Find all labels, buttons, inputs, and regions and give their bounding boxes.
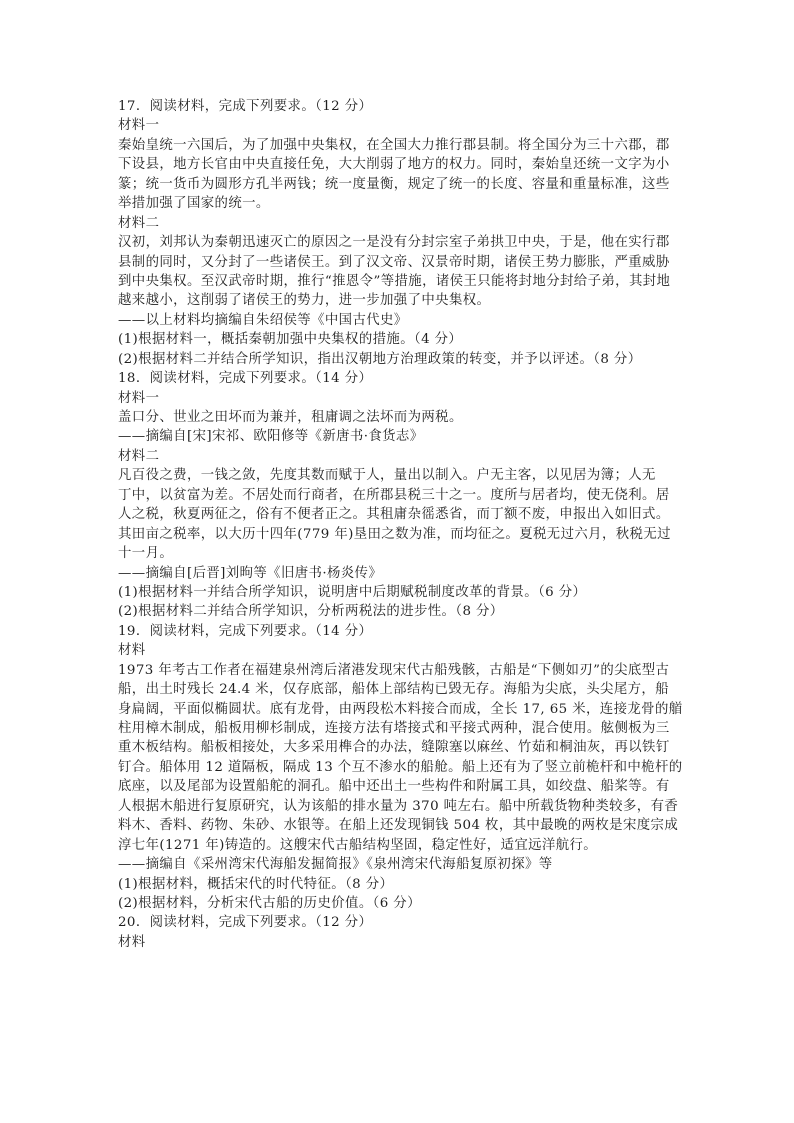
text-line: 材料一 — [118, 390, 160, 406]
text-line: 底座，以及尾部为设置船舵的洞孔。船中还出土一些构件和附属工具，如绞盘、船桨等。有 — [118, 779, 670, 795]
text-line: 材料一 — [118, 118, 160, 134]
text-line: 材料二 — [118, 448, 160, 464]
text-line: 料木、香料、药物、朱砂、水银等。在船上还发现铜钱 504 枚，其中最晚的两枚是宋度宗成 — [118, 818, 679, 834]
text-line: 丁中，以贫富为差。不居处而行商者，在所郡县税三十之一。度所与居者均，使无侥利。居 — [118, 487, 670, 503]
text-line: 17．阅读材料，完成下列要求。（12 分） — [118, 99, 373, 114]
text-line: 越来越小，这削弱了诸侯王的势力，进一步加强了中央集权。 — [118, 293, 491, 309]
text-line: 20．阅读材料，完成下列要求。（12 分） — [118, 915, 373, 931]
text-line: 材料 — [118, 934, 146, 950]
text-line: 凡百役之费，一钱之敛，先度其数而赋于人，量出以制入。户无主客，以见居为簿；人无 — [118, 468, 656, 484]
text-line: 到中央集权。至汉武帝时期，推行“推恩令”等措施，诸侯王只能将封地分封给子弟，其封地 — [118, 273, 671, 289]
text-line: (2)根据材料，分析宋代古船的历史价值。（6 分） — [118, 895, 421, 911]
text-line: (1)根据材料一，概括秦朝加强中央集权的措施。（4 分） — [118, 332, 463, 348]
text-line: 其田亩之税率，以大历十四年(779 年)垦田之数为准，而均征之。夏税无过六月，秋税无过 — [118, 526, 671, 542]
text-line: 1973 年考古工作者在福建泉州湾后渚港发现宋代古船残骸，古船是“下侧如刃”的尖底型古 — [118, 662, 670, 678]
text-line: 船，出土时残长 24.4 米，仅存底部，船体上部结构已毁无存。海船为尖底，头尖尾方，船 — [118, 682, 669, 698]
text-line: 19．阅读材料，完成下列要求。（14 分） — [118, 623, 373, 639]
text-line: 十一月。 — [118, 546, 174, 562]
text-line: ——摘编自[后晋]刘昫等《旧唐书·杨炎传》 — [118, 565, 383, 581]
text-line: ——以上材料均摘编自朱绍侯等《中国古代史》 — [118, 312, 408, 328]
text-line: ——摘编自《采州湾宋代海船发掘简报》《泉州湾宋代海船复原初探》等 — [118, 857, 553, 873]
text-line: 淳七年(1271 年)铸造的。这艘宋代古船结构坚固，稳定性好，适宜远洋航行。 — [118, 837, 598, 853]
text-line: 汉初，刘邦认为秦朝迅速灭亡的原因之一是没有分封宗室子弟拱卫中央，于是，他在实行郡 — [118, 235, 670, 251]
text-line: 柱用樟木制成，船板用柳杉制成，连接方法有塔接式和平接式两种，混合使用。舷侧板为三 — [118, 721, 670, 736]
text-line: 材料 — [118, 643, 146, 659]
text-line: 人之税，秋夏两征之，俗有不便者正之。其租庸杂徭悉省，而丁额不废，申报出入如旧式。 — [118, 507, 670, 523]
text-line: 下设县，地方长官由中央直接任免，大大削弱了地方的权力。同时，秦始皇还统一文字为小 — [118, 157, 670, 173]
text-line: (1)根据材料一并结合所学知识，说明唐中后期赋税制度改革的背景。（6 分） — [118, 584, 587, 600]
text-line: (2)根据材料二并结合所学知识，指出汉朝地方治理政策的转变，并予以评述。（8 分） — [118, 351, 642, 367]
text-line: 盖口分、世业之田坏而为兼并，租庸调之法坏而为两税。 — [118, 410, 463, 425]
document-page — [118, 97, 683, 952]
text-line: 举措加强了国家的统一。 — [118, 196, 270, 212]
text-line: 身扁阔，平面似椭圆状。底有龙骨，由两段松木料接合而成，全长 17, 65 米，连接龙骨的艏 — [118, 701, 683, 717]
text-line: 重木板结构。船板相接处，大多采用榫合的办法，缝隙塞以麻丝、竹茹和桐油灰，再以铁钉 — [118, 740, 670, 756]
text-line: 秦始皇统一六国后，为了加强中央集权，在全国大力推行郡县制。将全国分为三十六郡，郡 — [118, 137, 670, 153]
text-line: 县制的同时，又分封了一些诸侯王。到了汉文帝、汉景帝时期，诸侯王势力膨胀，严重威胁 — [118, 254, 670, 270]
text-line: ——摘编自[宋]宋祁、欧阳修等《新唐书·食货志》 — [118, 429, 424, 445]
text-line: 人根据木船进行复原研究，认为该船的排水量为 370 吨左右。船中所载货物种类较多，有香 — [118, 798, 679, 814]
text-line: (1)根据材料，概括宋代的时代特征。（8 分） — [118, 876, 394, 892]
text-line: 材料二 — [118, 215, 160, 231]
text-line: 18．阅读材料，完成下列要求。（14 分） — [118, 371, 373, 387]
text-line: 篆；统一货币为圆形方孔半两钱；统一度量衡，规定了统一的长度、容量和重量标准，这些 — [118, 176, 670, 192]
text-line: 钉合。船体用 12 道隔板，隔成 13 个互不渗水的船舱。船上还有为了竖立前桅杆和中桅杆的 — [118, 759, 683, 775]
text-line: (2)根据材料二并结合所学知识，分析两税法的进步性。（8 分） — [118, 604, 504, 620]
